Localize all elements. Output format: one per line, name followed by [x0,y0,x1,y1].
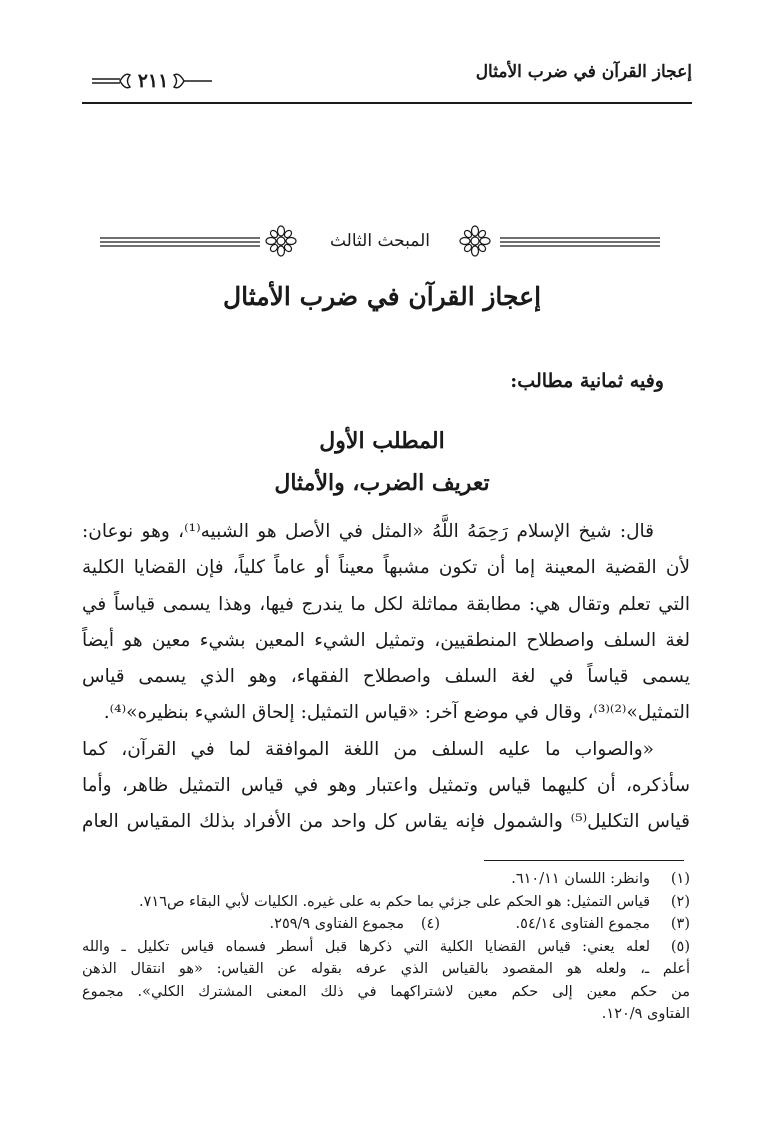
footnotes [82,868,690,1026]
footnote-text: مجموع الفتاوى ٢٥٩/٩. [269,916,404,932]
footnote-number: (٥) [670,938,690,955]
footnote-text: لعله يعني: قياس القضايا الكلية التي ذكرها قبل أسطر فسماه قياس تكليل ـ والله [82,938,650,955]
body-line: لغة السلف واصطلاح المنطقيين، وتمثيل الشيء المعين بشيء معين هو أيضاً [82,629,690,651]
footnote-number: (٣) [670,916,690,932]
footnote-text: أعلم ـ، ولعله هو المقصود بالقياس الذي عرفه بقوله عن القياس: «هو انتقال الذهن [82,961,690,977]
running-header [82,58,692,106]
footnote-number: (٤) [420,916,440,932]
footnote-1 [82,868,690,891]
footnote-text: الفتاوى ١٢٠/٩. [601,1006,690,1022]
body-line: يسمى قياساً في لغة السلف واصطلاح الفقهاء، وهو الذي يسمى قياس [82,666,690,688]
body-line: قياس التكليل⁽⁵⁾ والشمول فإنه يقاس كل واحد من الأفراد بذلك المقياس العام [82,811,690,833]
footnote-text: قياس التمثيل: هو الحكم على جزئي بما حكم به على غيره. الكليات لأبي البقاء ص٧١٦. [139,893,650,910]
matlab-subheading: تعريف الضرب، والأمثال [274,470,490,496]
footnote-text: وانظر: اللسان ٦١٠/١١. [511,871,650,887]
footnote-5 [82,936,690,959]
footnote-text: مجموع الفتاوى ٥٤/١٤. [515,916,650,932]
body-line: التمثيل»⁽²⁾⁽³⁾، وقال في موضع آخر: «قياس التمثيل: إلحاق الشيء بنظيره»⁽⁴⁾. [103,702,690,724]
body-text [82,514,690,841]
section-label: المبحث الثالث [329,231,431,251]
footnote-number: (٢) [670,893,690,910]
footnote-number: (١) [670,871,690,887]
body-line: «والصواب ما عليه السلف من اللغة الموافقة لما في القرآن، كما [82,738,654,760]
body-line: التي تعلم وتقال هي: مطابقة مماثلة لكل ما يندرج فيها، وهذا يسمى قياساً في [82,593,690,615]
chapter-title: إعجاز القرآن في ضرب الأمثال [222,282,542,311]
footnote-3-4 [82,913,690,936]
page-number: ٢١١ [137,70,169,92]
footnote-separator [484,860,684,861]
footnote-2 [82,891,690,914]
body-line: سأذكره، أن كليهما قياس وتمثيل واعتبار وهو في قياس التمثيل ظاهر، وأما [82,775,690,797]
intro-line: وفيه ثمانية مطالب: [510,370,664,392]
running-title: إعجاز القرآن في ضرب الأمثال [475,62,692,82]
body-line: لأن القضية المعينة إما أن تكون مشبهاً معيناً أو عاماً كلياً، فإن القضايا الكلية [82,557,690,579]
section-banner [100,222,660,262]
matlab-heading: المطلب الأول [319,428,445,454]
page-number-ornament [92,66,212,96]
header-rule [82,102,692,104]
footnote-text: من حكم معين إلى حكم معين لاشتراكهما في ذلك المعنى المشترك الكلي». مجموع [82,983,690,1000]
body-line: قال: شيخ الإسلام رَحِمَهُ اللَّهُ «المثل في الأصل هو الشبيه⁽¹⁾، وهو نوعان: [82,521,654,542]
